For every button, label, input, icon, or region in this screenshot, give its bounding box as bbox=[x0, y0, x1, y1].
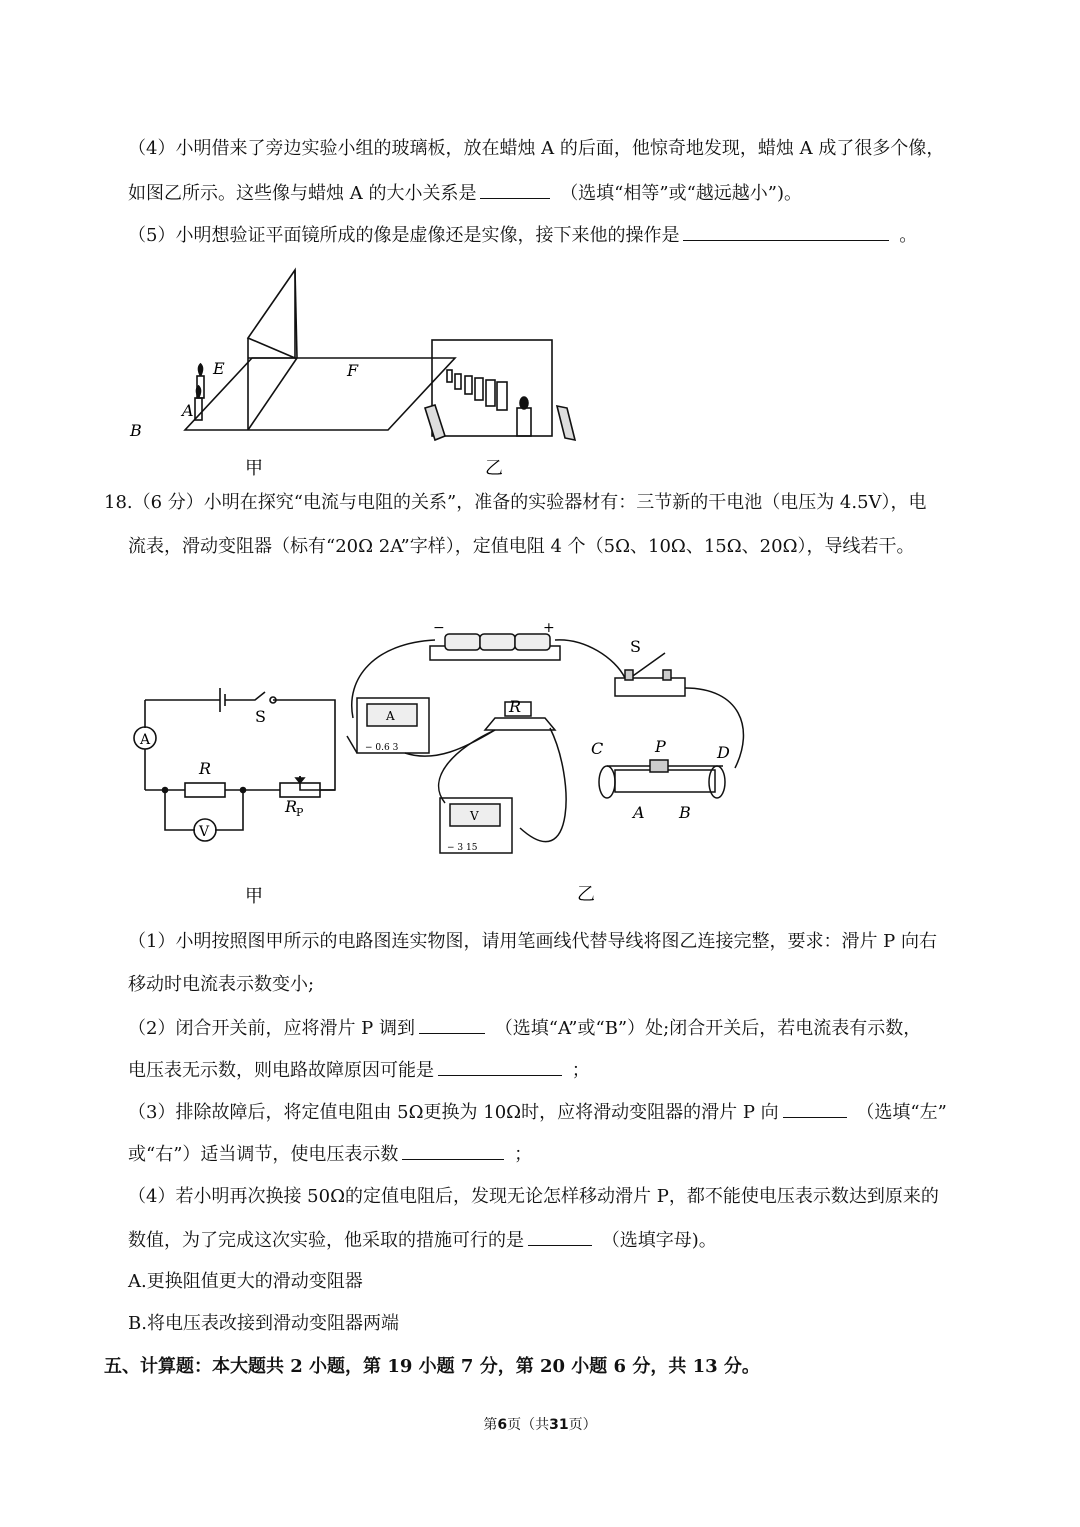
label-a: A bbox=[182, 401, 194, 420]
q18-option-a: A.更换阻值更大的滑动变阻器 bbox=[128, 1271, 363, 1292]
label-d: D bbox=[717, 743, 730, 762]
answer-blank[interactable] bbox=[402, 1141, 504, 1160]
glass-plate bbox=[248, 270, 295, 358]
q17-part5-text: （5）小明想验证平面镜所成的像是虚像还是实像，接下来他的操作是 bbox=[128, 225, 680, 246]
ammeter-a-label: A bbox=[386, 709, 395, 723]
answer-blank[interactable] bbox=[438, 1057, 562, 1076]
q18-part1-line2: 移动时电流表示数变小; bbox=[128, 974, 315, 995]
q18-part2-line2 bbox=[128, 1057, 590, 1084]
answer-blank[interactable] bbox=[480, 180, 550, 199]
answer-blank[interactable] bbox=[528, 1227, 592, 1246]
battery-plus: + bbox=[543, 620, 555, 636]
label-e: E bbox=[213, 359, 225, 378]
voltmeter-scale: − 3 15 bbox=[447, 843, 478, 853]
label-rp-sub: P bbox=[296, 806, 304, 819]
q18-part4-text: 数值，为了完成这次实验，他采取的措施可行的是 bbox=[128, 1230, 524, 1251]
q17-figure bbox=[125, 258, 585, 483]
circuit-diagram bbox=[125, 680, 355, 910]
label-voltmeter: V bbox=[199, 824, 210, 840]
caption-jia-circuit: 甲 bbox=[245, 886, 263, 907]
q18-part3-text: （3）排除故障后，将定值电阻由 5Ω更换为 10Ω时，应将滑动变阻器的滑片 P 向 bbox=[128, 1102, 779, 1123]
voltmeter-v-label: V bbox=[470, 809, 479, 823]
label-b: B bbox=[130, 421, 142, 440]
label-c: C bbox=[591, 739, 604, 758]
rheostat-device bbox=[615, 770, 715, 792]
multi-image-figure bbox=[425, 340, 575, 440]
q18-part3-line1 bbox=[128, 1099, 947, 1126]
label-rp: R bbox=[285, 797, 298, 816]
q18-intro-line2: 流表，滑动变阻器（标有“20Ω 2A”字样），定值电阻 4 个（5Ω、10Ω、15Ω、20Ω），导线若干。 bbox=[128, 536, 915, 557]
page-footer bbox=[0, 1414, 1080, 1434]
label-ammeter: A bbox=[140, 732, 151, 748]
battery-minus: − bbox=[433, 620, 445, 636]
label-b-terminal: B bbox=[679, 803, 691, 822]
caption-yi: 乙 bbox=[485, 458, 503, 479]
q18-part2-text: （2）闭合开关前，应将滑片 P 调到 bbox=[128, 1018, 416, 1039]
label-f: F bbox=[347, 361, 359, 380]
footer-page-number: 6 bbox=[497, 1417, 508, 1433]
q18-part2-end: ； bbox=[571, 1060, 590, 1081]
q18-part4-line2 bbox=[128, 1227, 717, 1254]
resistor-r bbox=[185, 783, 225, 797]
q18-part2-hint: （选填“A”或“B”）处;闭合开关后，若电流表有示数， bbox=[494, 1018, 922, 1039]
q17-part4-hint: （选填“相等”或“越远越小”)。 bbox=[560, 183, 803, 204]
label-a-terminal: A bbox=[633, 803, 645, 822]
q18-part3-text2: 或“右”）适当调节，使电压表示数 bbox=[128, 1144, 399, 1165]
footer-post: 页） bbox=[568, 1417, 597, 1433]
resistor-board bbox=[485, 718, 555, 730]
ammeter-scale: − 0.6 3 bbox=[365, 743, 399, 753]
q17-part4-line2 bbox=[128, 180, 802, 207]
q18-part3-end: ； bbox=[514, 1144, 533, 1165]
footer-pre: 第 bbox=[483, 1417, 498, 1433]
q17-part4-text: 如图乙所示。这些像与蜡烛 A 的大小关系是 bbox=[128, 183, 477, 204]
q18-part2-text2: 电压表无示数，则电路故障原因可能是 bbox=[128, 1060, 434, 1081]
label-p: P bbox=[655, 737, 666, 756]
q17-part5-line bbox=[128, 222, 917, 249]
label-resistor: R bbox=[509, 697, 522, 716]
label-r: R bbox=[199, 759, 212, 778]
caption-yi-circuit: 乙 bbox=[577, 884, 595, 905]
section-5-heading: 五、计算题：本大题共 2 小题，第 19 小题 7 分，第 20 小题 6 分，共 13 分。 bbox=[104, 1356, 760, 1377]
q18-part1-line1: （1）小明按照图甲所示的电路图连实物图，请用笔画线代替导线将图乙连接完整，要求：滑片 P 向右 bbox=[128, 931, 938, 952]
q17-part4-line1: （4）小明借来了旁边实验小组的玻璃板，放在蜡烛 A 的后面，他惊奇地发现，蜡烛 A 成了很多个像， bbox=[128, 138, 945, 159]
ground-plane bbox=[185, 358, 455, 430]
q18-intro-line1: 18.（6 分）小明在探究“电流与电阻的关系”，准备的实验器材有：三节新的干电池（电压为 4.5V），电 bbox=[104, 492, 927, 513]
q18-part4-hint: （选填字母)。 bbox=[601, 1230, 717, 1251]
label-switch-s: S bbox=[630, 637, 641, 656]
q18-part4-line1: （4）若小明再次换接 50Ω的定值电阻后，发现无论怎样移动滑片 P，都不能使电压表示数达到原来的 bbox=[128, 1186, 939, 1207]
footer-mid: 页（共 bbox=[507, 1417, 550, 1433]
q18-part2-line1 bbox=[128, 1015, 921, 1042]
answer-blank[interactable] bbox=[783, 1099, 847, 1118]
caption-jia: 甲 bbox=[245, 458, 263, 479]
label-switch: S bbox=[255, 707, 266, 726]
candle-b bbox=[195, 398, 202, 420]
q18-part3-hint: （选填“左” bbox=[856, 1102, 947, 1123]
q18-part3-line2 bbox=[128, 1141, 532, 1168]
answer-blank[interactable] bbox=[683, 222, 889, 241]
answer-blank[interactable] bbox=[419, 1015, 485, 1034]
physical-circuit bbox=[345, 618, 755, 913]
footer-total-pages: 31 bbox=[549, 1417, 569, 1433]
q18-option-b: B.将电压表改接到滑动变阻器两端 bbox=[128, 1313, 399, 1334]
q17-part5-end: 。 bbox=[899, 225, 918, 246]
